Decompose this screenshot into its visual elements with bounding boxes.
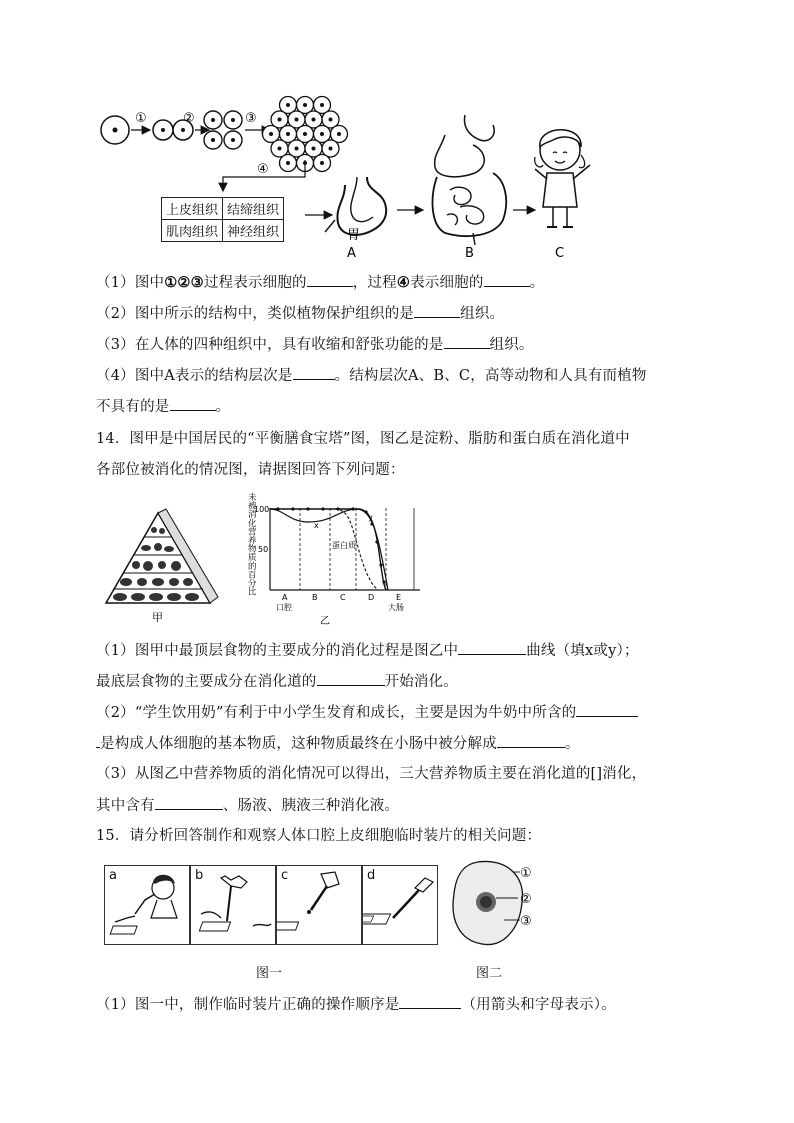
food-pyramid-figure: [96, 505, 220, 625]
tissue-table: [161, 197, 284, 242]
single-cell: [101, 116, 129, 144]
q14-2-text2: 是构成人体细胞的基本物质，这种物质最终在小肠中被分解成: [100, 736, 497, 752]
cluster-cell-nucleus: [320, 132, 324, 136]
q13-5-tail: 。: [215, 399, 231, 415]
curve-label-protein: 蛋白质: [332, 541, 356, 550]
q13-3-text: （3）在人体的四种组织中，具有收缩和舒张功能的是: [96, 337, 444, 353]
xtick-d: D: [368, 593, 375, 602]
q14-1-tail: 曲线（填x或y）；: [526, 643, 639, 659]
cluster-cell-nucleus: [295, 147, 299, 151]
cluster-cell-nucleus: [312, 147, 316, 151]
ytick-50: 50: [258, 545, 269, 554]
q13-1-tail: 。: [529, 275, 545, 291]
structure-label-b: B: [465, 246, 474, 261]
q15-stem: 15．请分析回答制作和观察人体口腔上皮细胞临时装片的相关问题：: [96, 828, 542, 844]
cell-label-1: ①: [520, 866, 532, 881]
digestion-chart: [238, 490, 428, 630]
xsub-large-intestine: 大肠: [388, 603, 404, 612]
q13-2-text: （2）图中所示的结构中，类似植物保护组织的是: [96, 306, 415, 322]
cluster-cell-nucleus: [278, 147, 282, 151]
cluster-cell-nucleus: [329, 147, 333, 151]
cluster-cell-nucleus: [329, 118, 333, 122]
xtick-e: E: [396, 593, 402, 602]
q13-2-tail: 组织。: [460, 306, 505, 322]
answer-blank[interactable]: [497, 733, 565, 748]
curve-label-x: x: [314, 521, 319, 530]
tissue-cell-nerve: 神经组织: [223, 220, 284, 242]
q14-3-line-1: （3）从图乙中营养物质的消化情况可以得出，三大营养物质主要在消化道的[]消化，: [96, 766, 647, 782]
curve-label-y: y: [368, 513, 373, 522]
cluster-cell-nucleus: [286, 132, 290, 136]
chart-ylabel: 未被消化营养物质的百分比: [248, 493, 257, 598]
four-cells: [204, 111, 242, 149]
cluster-cell-nucleus: [337, 132, 341, 136]
q13-3-tail: 组织。: [489, 337, 534, 353]
panel-b: [190, 865, 276, 945]
answer-blank[interactable]: [444, 334, 490, 349]
q14-2-line-2: [96, 733, 580, 754]
q13-4-text: （4）图中A表示的结构层次是: [96, 368, 293, 384]
q13-1-step4: ④: [396, 274, 411, 291]
q14-2-text: （2）“学生饮用奶”有利于中小学生发育和成长，主要是因为牛奶中所含的: [96, 705, 577, 721]
answer-blank[interactable]: [484, 272, 530, 287]
q13-1-prefix: （1）图中: [96, 275, 165, 291]
digestive-system-illustration: [432, 115, 506, 245]
stomach-illustration: [325, 177, 386, 235]
cluster-cell-nucleus: [295, 118, 299, 122]
tissue-cell-connective: 结缔组织: [223, 198, 284, 220]
q14-2-tail: 。: [564, 736, 580, 752]
xtick-b: B: [312, 593, 318, 602]
q13-5-text: 不具有的是: [96, 399, 170, 415]
cheek-cell-figure: [448, 858, 544, 950]
answer-blank[interactable]: [414, 303, 460, 318]
fig-yi-label: 乙: [320, 616, 330, 627]
q14-1-line-1: [96, 640, 639, 661]
panel-c: [276, 865, 362, 945]
q14-3-tail: 、肠液、胰液三种消化液。: [222, 798, 400, 814]
xtick-a: A: [282, 593, 288, 602]
q14-2-line-1: [96, 702, 638, 723]
q13-1-steps: ①②③: [164, 274, 204, 291]
cluster-cell-nucleus: [320, 161, 324, 165]
cell-label-2: ②: [520, 892, 532, 907]
q15-1-tail: （用箭头和字母表示）。: [461, 997, 616, 1013]
structure-label-a: A: [347, 246, 356, 261]
q14-stem-2: 各部位被消化的情况图，请据图回答下列问题：: [96, 462, 405, 478]
stomach-label: 胃: [347, 228, 361, 243]
panel-a: [104, 865, 190, 945]
q13-1-mid2: ，过程: [352, 275, 397, 291]
q13-line-1: [96, 272, 544, 293]
person-illustration: [535, 130, 590, 227]
step-label-3: ③: [245, 111, 257, 126]
cell-label-3: ③: [520, 914, 532, 929]
cluster-cell-nucleus: [312, 118, 316, 122]
answer-blank[interactable]: [317, 671, 385, 686]
cluster-cell-nucleus: [320, 103, 324, 107]
answer-blank[interactable]: [170, 396, 216, 411]
q14-1-tail2: 开始消化。: [384, 674, 458, 690]
panel-d-label: d: [367, 868, 376, 883]
q15-1-text: （1）图一中，制作临时装片正确的操作顺序是: [96, 997, 400, 1013]
q14-3-text: 其中含有: [96, 798, 155, 814]
fig-jia-label: 甲: [152, 611, 163, 624]
panel-a-label: a: [109, 868, 117, 883]
q13-line-3: [96, 334, 534, 355]
answer-blank[interactable]: [399, 994, 461, 1009]
curve-protein: [270, 509, 378, 590]
q15-1-line: [96, 994, 616, 1015]
q14-3-line-2: [96, 795, 399, 816]
q13-4-tail: 。结构层次A、B、C，高等动物和人具有而植物: [334, 368, 647, 384]
q14-stem-1: 14．图甲是中国居民的“平衡膳食宝塔”图，图乙是淀粉、脂肪和蛋白质在消化道中: [96, 431, 630, 447]
answer-blank[interactable]: [307, 272, 353, 287]
q13-1-mid: 过程表示细胞的: [203, 275, 307, 291]
step-label-1: ①: [135, 111, 147, 126]
tissue-cell-muscle: 肌肉组织: [162, 220, 223, 242]
step-label-4: ④: [257, 162, 269, 177]
xtick-c: C: [340, 593, 346, 602]
q14-1-text2: 最底层食物的主要成分在消化道的: [96, 674, 317, 690]
q13-1-end: 表示细胞的: [410, 275, 484, 291]
answer-blank[interactable]: [576, 702, 638, 717]
panel-c-label: c: [281, 868, 289, 883]
cluster-cell-nucleus: [286, 103, 290, 107]
q13-line-4: [96, 365, 647, 386]
cluster-cell-nucleus: [269, 132, 273, 136]
q14-1-line-2: [96, 671, 458, 692]
ytick-100: 100: [254, 505, 270, 514]
cluster-cell-nucleus: [278, 118, 282, 122]
cluster-cell-nucleus: [286, 161, 290, 165]
answer-blank[interactable]: [458, 640, 526, 655]
answer-blank[interactable]: [293, 365, 335, 380]
structure-label-c: C: [555, 246, 565, 261]
panel-b-label: b: [195, 868, 204, 883]
xsub-mouth: 口腔: [276, 603, 292, 612]
q13-line-5: [96, 396, 230, 417]
tissue-cell-epithelial: 上皮组织: [162, 198, 223, 220]
cluster-cell-nucleus: [303, 103, 307, 107]
q14-1-text: （1）图甲中最顶层食物的主要成分的消化过程是图乙中: [96, 643, 459, 659]
fig1-caption: 图一: [256, 966, 283, 981]
fig2-caption: 图二: [476, 966, 503, 981]
step-label-2: ②: [183, 111, 195, 126]
panel-d: [362, 865, 438, 945]
answer-blank[interactable]: [155, 795, 223, 810]
cluster-cell-nucleus: [303, 132, 307, 136]
q13-line-2: [96, 303, 504, 324]
